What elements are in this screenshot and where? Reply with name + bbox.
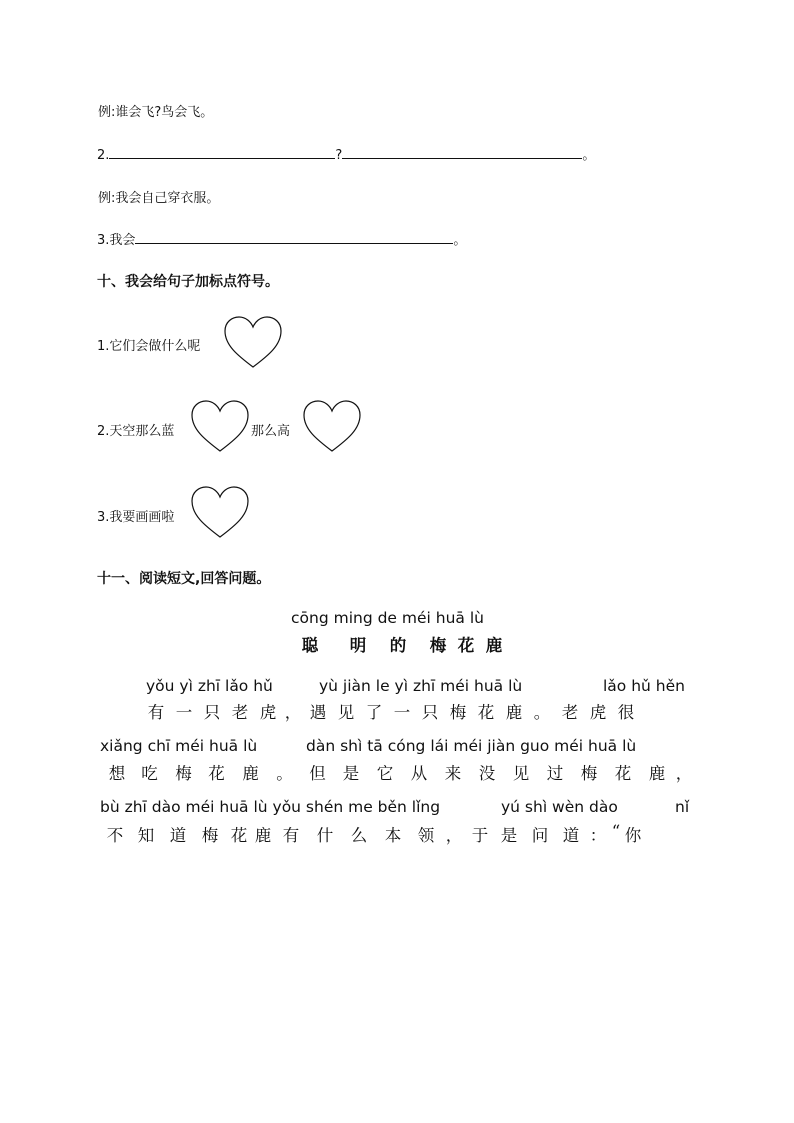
- story-title-pinyin: cōng ming de méi huā lù: [291, 609, 484, 627]
- story-char: 有: [282, 826, 300, 845]
- heart-answer-box-1[interactable]: [222, 315, 284, 371]
- story-char: 。: [276, 764, 293, 783]
- story-line-1-text: [142, 699, 640, 723]
- story-char: 见: [337, 703, 355, 722]
- story-char: 。: [533, 703, 551, 722]
- punctuation-item-3: 3.我要画画啦: [97, 510, 175, 525]
- story-char: 是: [342, 764, 360, 783]
- story-char: 老: [231, 703, 249, 722]
- story-char: “: [611, 822, 621, 841]
- story-char: 想: [108, 764, 126, 783]
- story-char: 吃: [141, 764, 158, 783]
- question-3-end: 。: [453, 233, 467, 248]
- story-char: 来: [444, 764, 462, 783]
- story-char: 道: [562, 826, 580, 845]
- section-10-title: 十、我会给句子加标点符号。: [97, 274, 279, 290]
- story-char: 么: [350, 826, 368, 845]
- question-2-blank-2[interactable]: [342, 146, 582, 159]
- section-11-title: 十一、阅读短文,回答问题。: [97, 571, 271, 587]
- story-title-char: 明: [349, 636, 367, 655]
- story-char: 领: [417, 826, 435, 845]
- story-char: 花: [208, 764, 225, 783]
- story-char: 鹿: [254, 826, 272, 845]
- story-char: 鹿: [505, 703, 523, 722]
- story-title: [296, 632, 508, 656]
- story-line-2-text: [102, 760, 694, 784]
- story-char: 梅: [175, 764, 192, 783]
- story-char: ，: [675, 764, 693, 783]
- story-char: 虎: [589, 703, 607, 722]
- question-3-blank[interactable]: [135, 231, 453, 244]
- story-line-2-pinyin-b: dàn shì tā cóng lái méi jiàn guo méi huā lù: [306, 737, 637, 755]
- story-char: 只: [203, 703, 221, 722]
- question-3: [97, 229, 466, 248]
- story-line-2-pinyin-a: xiǎng chī méi huā lù: [100, 737, 258, 755]
- story-char: 于: [471, 826, 489, 845]
- story-char: 知: [137, 826, 155, 845]
- story-char: 但: [309, 764, 326, 783]
- story-char: 有: [147, 703, 165, 722]
- example-sentence-1: 例:谁会飞?鸟会飞。: [98, 105, 214, 120]
- heart-answer-box-3[interactable]: [189, 485, 251, 541]
- story-line-3-pinyin-c: nǐ: [675, 798, 690, 816]
- story-char: 老: [561, 703, 579, 722]
- story-char: 了: [365, 703, 383, 722]
- story-char: 花: [230, 826, 248, 845]
- story-char: 一: [175, 703, 193, 722]
- story-line-3-text: [100, 822, 644, 846]
- question-2-end: 。: [582, 148, 596, 163]
- question-2-question-mark: ?: [335, 148, 343, 163]
- story-char: 见: [512, 764, 530, 783]
- story-char: 花: [477, 703, 495, 722]
- story-char: ，: [445, 826, 463, 845]
- story-char: 鹿: [648, 764, 666, 783]
- story-char: 梅: [201, 826, 219, 845]
- story-title-char: 鹿: [485, 636, 503, 655]
- story-char: 问: [531, 826, 549, 845]
- story-char: 一: [393, 703, 411, 722]
- story-char: 没: [478, 764, 496, 783]
- story-char: 从: [410, 764, 428, 783]
- story-char: 花: [614, 764, 632, 783]
- story-char: 你: [624, 826, 642, 845]
- story-char: 鹿: [242, 764, 259, 783]
- story-char: 不: [106, 826, 124, 845]
- story-title-char: 聪: [301, 636, 319, 655]
- story-char: 道: [169, 826, 187, 845]
- story-title-char: 的: [389, 636, 407, 655]
- story-line-1-pinyin-c: lǎo hǔ hěn: [603, 677, 685, 695]
- story-char: ，: [284, 703, 302, 722]
- story-line-1-pinyin-b: yù jiàn le yì zhī méi huā lù: [319, 677, 523, 695]
- story-char: 它: [376, 764, 394, 783]
- story-char: 遇: [309, 703, 327, 722]
- story-char: ：: [589, 826, 607, 845]
- story-char: 很: [617, 703, 635, 722]
- story-char: 只: [421, 703, 439, 722]
- story-line-1-pinyin-a: yǒu yì zhī lǎo hǔ: [146, 677, 273, 695]
- question-2: [97, 144, 595, 163]
- story-title-char: 花: [457, 636, 475, 655]
- story-char: 过: [546, 764, 564, 783]
- punctuation-item-1: 1.它们会做什么呢: [97, 339, 201, 354]
- punctuation-item-2-middle: 那么高: [251, 424, 291, 439]
- heart-answer-box-2a[interactable]: [189, 399, 251, 455]
- story-line-3-pinyin-a: bù zhī dào méi huā lù yǒu shén me běn lǐng: [100, 798, 441, 816]
- example-sentence-2: 例:我会自己穿衣服。: [98, 191, 220, 206]
- story-char: 虎: [259, 703, 277, 722]
- question-3-prefix: 3.我会: [97, 233, 136, 248]
- story-char: 梅: [580, 764, 598, 783]
- punctuation-item-2: 2.天空那么蓝: [97, 424, 175, 439]
- question-2-number: 2.: [97, 148, 110, 163]
- story-char: 梅: [449, 703, 467, 722]
- story-char: 什: [316, 826, 334, 845]
- question-2-blank-1[interactable]: [109, 146, 335, 159]
- story-char: 是: [500, 826, 518, 845]
- heart-answer-box-2b[interactable]: [301, 399, 363, 455]
- story-line-3-pinyin-b: yú shì wèn dào: [501, 798, 618, 816]
- story-title-char: 梅: [429, 636, 447, 655]
- story-char: 本: [384, 826, 402, 845]
